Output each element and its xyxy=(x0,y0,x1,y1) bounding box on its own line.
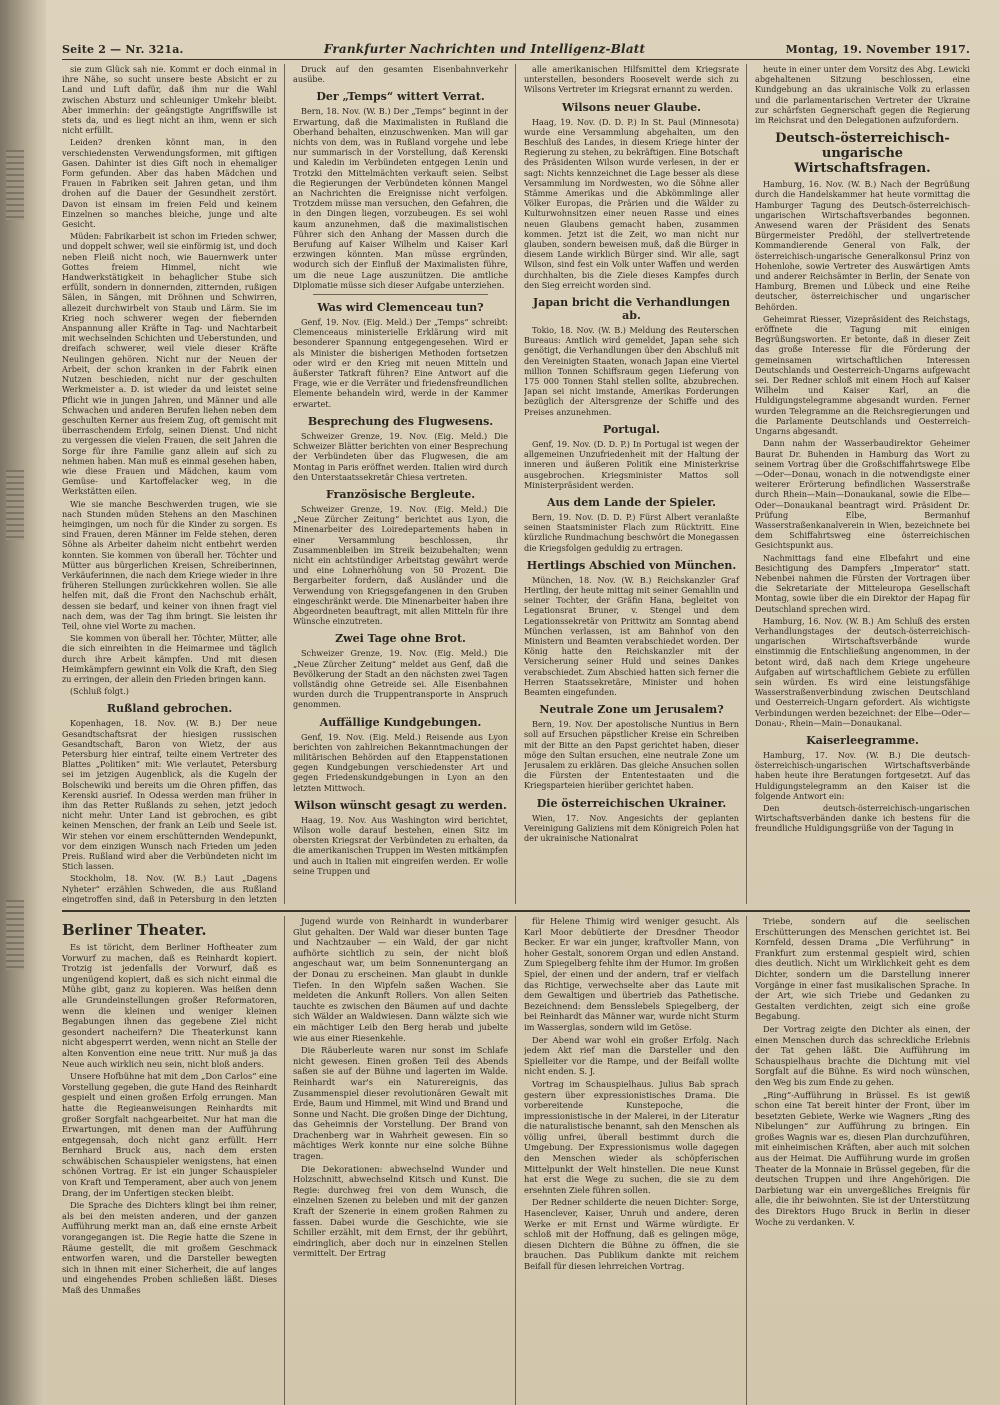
article-headline: Besprechung des Flugwesens. xyxy=(307,414,494,428)
binding-stub xyxy=(6,150,24,220)
article-paragraph: Haag, 19. Nov. (D. D. P.) In St. Paul (Minnesota) wurde eine Versammlung abgehalten, um den Beschluß des Landes, in diesem Kriege hinter der Regierung zu stehen, zu bekräftigen. Eine Botschaft des Präsidenten Wilson wurde verlesen, in der er sagt: Nichts kennzeichnet die Lage besser als diese Versammlung im Nordwesten, wo die Söhne aller Stämme Amerikas und die Abkömmlinge aller Völker Europas, die Prärien und die Wälder zu Kulturwohnsitzen einer neuen Rasse und eines neuen Glaubens gemacht haben, zusammen kommen. Jetzt ist die Zeit, wo man nicht nur glauben, sondern beweisen muß, daß die Bürger in diesem Lande wirklich Bürger sind. Wir alle, sagt Wilson, sind fest ein Volk unter Waffen und werden durchhalten, bis die Ziele dieses Kampfes durch den Sieg erreicht worden sind. xyxy=(524,116,740,290)
article-paragraph: Die Dekorationen: abwechselnd Wunder und Holzschnitt, abwechselnd Kitsch und Kunst. Die Regie: durchweg frei von dem Wunsch, die einzelnen Szenen zu beleben und mit der ganzen Kraft der Szenerie in einem großen Rahmen zu fassen. Dabei wurde die Geschichte, wie sie Schiller erzählt, mit dem Ernst, der ihr gebührt, eindringlich, aber doch nur in einzelnen Stellen vermittelt. Der Ertrag xyxy=(293,1163,508,1259)
article-paragraph: (Schluß folgt.) xyxy=(70,686,129,697)
article-paragraph: Leiden? drenken könnt man, in den verschiedensten Verwendungsformen, mit giftigen Gasen. Dahinter ist dies Gift noch in ehemaliger Form gefunden. Aber das haben Mädchen und Frauen in Fabriken seit Jahren getan, und ihm drohen auf die Dauer der Gesundheit zerstört. Davon ist einsam im freien Feld und keinem Einzelnen so manches bleiche, junge und alte Gesicht. xyxy=(62,137,277,230)
column-rule xyxy=(313,294,488,295)
article-headline: Neutrale Zone um Jerusalem? xyxy=(539,703,724,717)
article-paragraph: Der Abend war wohl ein großer Erfolg. Nach jedem Akt rief man die Darsteller und den Spielleiter vor die Rampe, und der Beifall wollte nicht enden. S. J. xyxy=(524,1034,739,1077)
article-headline: Wilson wünscht gesagt zu werden. xyxy=(294,798,507,812)
binding-stub xyxy=(6,900,24,970)
masthead xyxy=(62,42,970,60)
column-7 xyxy=(524,916,747,1405)
article-paragraph: Der Redner schilderte die neuen Dichter: Sorge, Hasenclever, Kaiser, Unruh und andere, deren Werke er mit Ernst und Wärme würdigte. Er schloß mit der Hoffnung, daß es gelingen möge, diesen Dichtern die Bühne zu öffnen, die sie brauchen. Das Publikum dankte mit reichem Beifall für diesen lehrreichen Vortrag. xyxy=(524,1197,739,1271)
feuilleton-headline: Berliner Theater. xyxy=(62,921,207,939)
issue-date: Montag, 19. November 1917. xyxy=(785,43,970,56)
page-number: Seite 2 — Nr. 321a. xyxy=(62,43,184,56)
article-headline: Wilsons neuer Glaube. xyxy=(562,100,701,114)
article-headline: Portugal. xyxy=(602,422,660,436)
article-paragraph: Nachmittags fand eine Elbefahrt und eine Besichtigung des Dampfers „Imperator“ statt. Nebenbei nahmen die Fürsten der Vortragen über die Sekretariate der Mitteleuropa Gesellschaft Montag, sowie über die ein Direktor der Hapag für Deutschland sprechen wird. xyxy=(755,552,970,614)
article-paragraph: Schweizer Grenze, 19. Nov. (Eig. Meld.) Die „Neue Zürcher Zeitung“ meldet aus Genf, daß die Bevölkerung der Stadt an den nächsten zwei Tagen vollständig ohne Getreide sei. Alle Eisenbahnen wurden durch die Truppentransporte in Anspruch genommen. xyxy=(293,648,508,710)
article-paragraph: München, 18. Nov. (W. B.) Reichskanzler Graf Hertling, der heute mittag mit seiner Gemahlin und seiner Tochter, der Gräfin Hana, begleitet von Legationsrat Bruner, v. Stengel und dem Legationssekretär von Prittwitz am Sonntag abend München verlassen, ist am Bahnhof von den Ministern und Beamten verabschiedet worden. Der König hatte den Reichskanzler mit der Versicherung seiner Huld und seines Dankes verabschiedet. Zum Abschied hatten sich ferner die Herren Staatssekretäre, Minister und hohen Beamten eingefunden. xyxy=(524,574,739,697)
article-paragraph: Die Sprache des Dichters klingt bei ihm reiner, als bei den meisten anderen, und der ganzen Aufführung merkt man an, daß eine ernste Arbeit vorangegangen ist. Die Regie hatte die Szene in Räume gestellt, die mit großem Geschmack entworfen waren, und die Darsteller bewegten sich in ihnen mit einer Sicherheit, die auf langes und eingehendes Proben schließen läßt. Dieses Maß des Unmaßes xyxy=(62,1200,277,1295)
article-paragraph: Es ist töricht, dem Berliner Hoftheater zum Vorwurf zu machen, daß es Reinhardt kopiert. Trotzig ist jedenfalls der Vorwurf, daß es ungenügend kopiert, daß es sich nicht einmal die Mühe gibt, ganz zu kopieren. Was heißen denn alle Grundeinstellungen großer Reformatoren, wenn die kleinen und weniger kleinen Begabungen ihnen das gegebene Ziel nicht gesondert nacheifern? Die Theaterkunst kann nicht abgesperrt werden, wenn nicht an Stelle der alten Konvention eine neue tritt. Nur muß ja das Neue auch wirklich neu sein, nicht bloß anders. xyxy=(62,942,277,1069)
article-headline: Was wird Clemenceau tun? xyxy=(317,301,484,315)
article-paragraph: Schweizer Grenze, 19. Nov. (Eig. Meld.) Die Schweizer Blätter berichten von einer Besprechung der Verbündeten über das Flugwesen, die am Montag in Paris eröffnet werden. Italien wird durch den Unterstaatssekretär Chiesa vertreten. xyxy=(293,430,508,482)
article-paragraph: Wie sie manche Beschwerden trugen, wie sie nach Stunden müden Stehens an den Maschinen heimgingen, um noch für die Kinder zu sorgen. Es sind Frauen, deren Männer im Felde stehen, deren Söhne als Arbeiter daheim nicht entbehrt werden konnten. Sie kommen von überall her. Töchter und Mütter aus bürgerlichen Kreisen, Schreiberinnen, Verkäuferinnen, die nach dem Kriege wieder in ihre früheren Stellungen zurückkehren wollen. Sie alle helfen mit, daß die Front den Nachschub erhält, dessen sie bedarf, und keiner von ihnen fragt viel nach dem, was der Tag ihm bringt. Sie leisten ihr Teil, ohne viel Worte zu machen. xyxy=(62,498,277,631)
article-paragraph: Haag, 19. Nov. Aus Washington wird berichtet, Wilson wolle darauf bestehen, einen Sitz im obersten Kriegsrat der Verbündeten zu erhalten, da die amerikanischen Truppen im Westen mitkämpfen und auch in Italien mit eingreifen werden. Er wolle seine Truppen und xyxy=(293,814,508,876)
article-paragraph: für Helene Thimig wird weniger gesucht. Als Karl Moor debütierte der Dresdner Theodor Becker. Er war ein junger, kraftvoller Mann, von hoher Gestalt, sonorem Organ und edlen Anstand. Zum Spiegelberg fehlte ihm der Humor. Im großen Spiel, der einen und der andern, traf er vielfach das Richtige, verwechselte aber das Laute mit dem Gewaltigen und übertrieb das Pathetische. Bezeichnend: dem Bensslebels Spiegelberg, der bei Reinhardt das Männer war, wurde nicht Sturm im Wasserglas, sondern wild im Getöse. xyxy=(524,916,739,1032)
article-paragraph: Bern, 19. Nov. Der apostolische Nuntius in Bern soll auf Ersuchen päpstlicher Kreise ein Schreiben mit der Bitte an den Papst gerichtet haben, dieser möge den Sultan ersuchen, eine neutrale Zone um Jerusalem zu erklären. Das gleiche Ansuchen sollen die Fürsten der Ententestaaten und die Kriegsparteien hierüber gerichtet haben. xyxy=(524,719,739,791)
article-paragraph: Hamburg, 17. Nov. (W. B.) Die deutsch-österreichisch-ungarischen Wirtschaftsverbände haben heute ihre Beratungen fortgesetzt. Auf das Huldigungstelegramm an den Kaiser ist die folgende Antwort ein: xyxy=(755,749,970,801)
article-headline: Französische Bergleute. xyxy=(325,487,476,501)
binding-stub xyxy=(6,470,24,540)
paper-name: Frankfurter Nachrichten und Intelligenz-Blatt xyxy=(323,42,646,56)
article-paragraph: Genf, 19. Nov. (Eig. Meld.) Der „Temps“ schreibt: Clemenceaus ministerielle Erklärung wird mit besonderer Spannung entgegengesehen. Wird er als Minister die bisherigen Methoden fortsetzen oder wird er den Krieg mit neuen Mitteln und äußerster Tatkraft führen? Eine Antwort auf die Frage, wie er die Verräter und friedensfreundlichen Elemente behandeln wird, werde in der Kammer erwartet. xyxy=(293,317,508,409)
article-headline: Aus dem Lande der Spieler. xyxy=(546,495,716,509)
article-paragraph: Triebe, sondern auf die seelischen Erschütterungen des Menschen gerichtet ist. Bei Kornfeld, dessen Drama „Die Verführung“ in Frankfurt zum erstenmal gespielt wird, schien dies deutlich. Nicht um Wirklichkeit geht es dem Dichter, sondern um die Darstellung innerer Vorgänge in einer fast musikalischen Sprache. In der Art, wie sich Triebe und Gedanken zu Gestalten verdichten, zeigt sich eine große Begabung. xyxy=(755,916,970,1022)
article-paragraph: „Ring“-Aufführung in Brüssel. Es ist gewiß schon eine Tat bereit hinter der Front, über im besetzten Gebiete, Werke wie Wagners „Ring des Nibelungen“ zur Aufführung zu bringen. Ein großes Wagnis war es, diesen Plan durchzuführen, mit einheimischen Kräften, aber auch mit solchen aus der Heimat. Die Aufführung wurde im großen Theater de la Monnaie in Brüssel gegeben, für die deutschen Truppen und ihre Angehörigen. Die Darbietung war ein unvergeßliches Ereignis für alle, die ihr beiwohnten. Sie ist der Unterstützung des Direktors Hugo Bruck in Berlin in dieser Woche zu verdanken. V. xyxy=(755,1089,970,1227)
column-3 xyxy=(524,64,747,904)
column-5 xyxy=(62,916,285,1405)
article-headline: Zwei Tage ohne Brot. xyxy=(335,632,466,646)
column-2 xyxy=(293,64,516,904)
article-paragraph: alle amerikanischen Hilfsmittel dem Kriegsrate unterstellen, besonders Roosevelt werde sich zu Wilsons Vertreter im Kriegsrat ernannt zu werden. xyxy=(524,64,739,95)
article-paragraph: Die Räuberleute waren nur sonst im Schlafe nicht gewesen. Einen großen Teil des Abends saßen sie auf der Bühne und lagerten im Walde. Reinhardt war's ein Naturereignis, das Zusammenspiel dieser revolutionären Gewalt mit Erde, Baum und Himmel, mit Wind und Brand und Sonne und Nacht. Die großen Dinge der Dichtung, das Geheimnis der Vorstellung. Der Brand von Drachenberg war in Wahrheit gewesen. Ein so mächtiges Werk konnte nur eine solche Bühne tragen. xyxy=(293,1045,508,1162)
article-headline: Kaiserleegramme. xyxy=(806,733,919,747)
feuilleton-columns xyxy=(62,916,970,1405)
article-headline: Der „Temps“ wittert Verrat. xyxy=(316,90,485,104)
column-4 xyxy=(755,64,970,904)
article-headline: Die österreichischen Ukrainer. xyxy=(536,796,727,810)
article-paragraph: Hamburg, 16. Nov. (W. B.) Am Schluß des ersten Verhandlungstages der deutsch-österreichisch-ungarischen Wirtschaftsverbände wurde einstimmig die Entschließung angenommen, in der betont wird, daß nach dem Kriege ungeheure Aufgaben auf wirtschaftlichem Gebiete zu erfüllen sein würden. Es wird eine leistungsfähige Wasserstraßenverbindung zwischen Deutschland und Oesterreich-Ungarn gefordert. Als wichtigste Verbindungen werden bezeichnet: der Elbe—Oder—Donau-, Rhein—Main—Donaukanal. xyxy=(755,615,970,728)
upper-columns xyxy=(62,64,970,904)
column-6 xyxy=(293,916,516,1405)
article-paragraph: Tokio, 18. Nov. (W. B.) Meldung des Reuterschen Bureaus: Amtlich wird gemeldet, Japan sehe sich genötigt, die Verhandlungen über den Abschluß mit den Vereinigten Staaten, wonach Japan eine Viertel million Tonnen Schiffsraum gegen Lieferung von 175 000 Tonnen Stahl stellen sollte, abzubrechen. Japan sei nicht imstande, Amerikas Forderungen bezüglich der Altersgrenze der Schiffe und des Preises anzunehmen. xyxy=(524,325,739,417)
article-paragraph: Bern, 18. Nov. (W. B.) Der „Temps“ beginnt in der Erwartung, daß die Maximalisten in Rußland die Oberhand behalten, einzuschwenken. Man will gar nichts von dem, was in Rußland vorgehe und lebe nur summarisch in der Vorstellung, daß Kerenski und Kaledin im Verbündeten entgegen Lenin und Trotzki den Mittelmächten verkauft seien. Selbst die Regierungen der Verbündeten können Mangel an Nachrichten die Ereignisse nicht verfolgen. Trotzdem müsse man versuchen, den Gefahren, die in den Dingen liegen, vorzubeugen. Es sei wohl kaum anzunehmen, daß die maximalistischen Führer sich den Anhang der Massen durch die Berufung auf Kaiser Wilhelm und Kaiser Karl erzwingen könnten. Man müsse ergründen, wodurch sich der Einfluß der Maximalisten führe, um die neue Lage auszunützen. Die amtliche Diplomatie müsse sich dieser Aufgabe unterziehen. xyxy=(293,106,508,290)
page-binding-edge xyxy=(0,0,46,1405)
section-divider xyxy=(62,910,970,912)
article-headline: Rußland gebrochen. xyxy=(106,702,233,716)
article-paragraph: Dann nahm der Wasserbaudirektor Geheimer Baurat Dr. Buhenden in Hamburg das Wort zu seinem Vortrag über die Großschiffahrtswege Elbe—Oder—Donau, wonach in die notwendigste einer weiterer Erörterung befindlichen Wasserstraße durch Rhein—Main—Donaukanal, sowie die Elbe—Oder—Donaukanal beantragt wird. Präsident Dr. Prüfung Elbe, Bermanhuf Wasserstraßenkanalverein in Wien, bezeichnete bei dem Schiffahrtsweg eine österreichischen Gesichtspunkt aus. xyxy=(755,438,970,551)
article-paragraph: Jugend wurde von Reinhardt in wunderbarer Glut gehalten. Der Wald war dieser bunten Tage und Nachtzauber — ein Wald, der gar nicht aufhörte sichtlich zu sein, der nicht bloß angeschaut war, um beim Sonnenuntergang an der Donau zu erscheinen. Man glaubt in dunkle Tiefen. In den Wipfeln saßen Wachen. Sie meldeten die Ankunft Rollers. Von allen Seiten tauchte es zwischen den Bäumen auf und dachte sich Wälder an Waldwiesen. Dann wälzte sich wie ein mächtiger Leib den Berg herab und jubelte wie aus einer Riesenkehle. xyxy=(293,916,508,1043)
article-paragraph: Kopenhagen, 18. Nov. (W. B.) Der neue Gesandtschaftsrat der hiesigen russischen Gesandtschaft, Baron von Wietz, der aus Petersburg hier eintraf, teilte einem Vertreter des Blattes „Politiken“ mit: Wie verlautet, Petersburg sei im jetzigen Augenblick, als die Kugeln der Bolschewiki und bereits um die Ohren pfiffen, das Kerenski ausrief. In Odessa werden man früher in ihm das Retter Rußlands zu sehen, jetzt jedoch nicht mehr. Unter Land ist gebrochen, es gibt keinen Menschen, der frank an Leib und Seele ist. Wir stehen vor einem erschütternden Wendepunkt, vor dem einzigen Wunsch nach Frieden um jeden Preis. Rußland wird aber die Verbündeten nicht im Stich lassen. xyxy=(62,718,277,872)
section-headline: Deutsch-österreichisch-ungarische Wirtschaftsfragen. xyxy=(775,131,950,177)
article-paragraph: Müden: Fabrikarbeit ist schon im Frieden schwer, und doppelt schwer, weil sie einförmig ist, und doch neben Fleiß nicht noch, wie Bauernwerk unter Gottes freiem Himmel, nicht wie Handwerkstätigkeit in behaglicher Stube sich erfüllt, sondern in donnernden, zitternden, rußigen Sälen, in Sängen, mit Dröhnen und Schwirren, allezeit durchwirbelt von Staub und Lärm. Sie im Krieg noch schwerer wegen der fiebernden Anspannung aller Kräfte in Tag- und Nachtarbeit mit wechselnden Schichten und Ueberstunden, und dreifach schwerer, weil viele dieser Kräfte Neulingen gehören. Nicht nur der Neuen der Arbeit, der schon kranken in der Fabrik einen Nutzen beschieden, nicht nur der geschulten Werkmeister a. D. ist wieder da und leistet seine Pflicht wie in jungen Jahren, und Männer und alle Schwachen und anderen Berufen liehen neben dem geschulten Kerner aus freiem Zug, oft gemischt mit überraschendem Erfolg, seinen Dienst. Und nicht zu vergessen die vielen Frauen, die seit Jahren die Sorge für ihre Familie ganz allein auf sich zu nehmen haben. Man muß es einmal gesehen haben, wie diese Frauen und Mädchen, kaum vom Gemüse- und Kartoffelacker weg, in die Werkstätten eilen. xyxy=(62,231,277,497)
article-paragraph: Genf, 19. Nov. (Eig. Meld.) Reisende aus Lyon berichten von zahlreichen Bekanntmachungen der militärischen Behörden auf den Etappenstationen gegen Kundgebungen verschiedenster Art und gegen Friedenskundgebungen in Lyon an den letzten Mittwoch. xyxy=(293,731,508,793)
article-paragraph: Hamburg, 16. Nov. (W. B.) Nach der Begrüßung durch die Handelskammer hat heute vormittag die Hamburger Tagung des Deutsch-österreichisch-ungarischen Wirtschaftsverbandes begonnen. Anwesend waren der Präsident des Senats Bürgermeister Predöhl, der stellvertretende Kommandierende General von Falk, der österreichisch-ungarische Generalkonsul Prinz von Hohenlohe, sowie Vertreter des Auswärtigen Amts und anderer Reichsämter in Berlin, der Senate von Hamburg, Bremen und Lübeck und eine Reihe deutscher, österreichischer und ungarischer Behörden. xyxy=(755,179,970,312)
article-paragraph: Schweizer Grenze, 19. Nov. (Eig. Meld.) Die „Neue Zürcher Zeitung“ berichtet aus Lyon, die Minenarbeiter des Loiredepartements haben in einer Versammlung beschlossen, ihr Zusammenbleiben im Streik beizubehalten; wenn nicht ein achtstündiger Arbeitstag gewährt werde und eine Lohnerhöhung von 50 Prozent. Die Bergarbeiter fordern, daß Ausländer und die Verwendung von Kriegsgefangenen in den Gruben eingeschränkt werde. Die Minenarbeiter haben ihre Abgeordneten beauftragt, mit allen Mitteln für ihre Wünsche einzutreten. xyxy=(293,503,508,627)
article-headline: Hertlings Abschied von München. xyxy=(526,558,737,572)
article-paragraph: Den deutsch-österreichisch-ungarischen Wirtschaftsverbänden danke ich bestens für die freundliche Huldigungsgrüße von der Tagung in xyxy=(755,803,970,834)
article-paragraph: sie zum Glück sah nie. Kommt er doch einmal in ihre Nähe, so sucht unsere beste Absicht er zu Land und Luft dafür, daß ihm nur die Wahl zwischen Absturz und schleuniger Umkehr bleibt. Aber immerhin: der geängstigte Angriffswille ist stets da, und es liegt nicht an ihm, wenn er sich nicht erfüllt. xyxy=(62,64,277,136)
article-paragraph: Der Vortrag zeigte den Dichter als einen, der einen Menschen durch das schreckliche Erlebnis der Tat gehen läßt. Die Aufführung im Schauspielhaus brachte die Dichtung mit viel Sorgfalt auf die Bühne. Es wird noch wünschen, den Weg bis zum Ende zu gehen. xyxy=(755,1023,970,1087)
column-1 xyxy=(62,64,285,904)
article-headline: Auffällige Kundgebungen. xyxy=(319,715,482,729)
article-headline: Japan bricht die Verhandlungen ab. xyxy=(533,296,730,323)
article-paragraph: heute in einer unter dem Vorsitz des Abg. Lewicki abgehaltenen Sitzung beschlossen, eine Kundgebung an das ukrainische Volk zu erlassen und die parlamentarischen Vertreter der Ukraine zur schärfsten Gegnerschaft gegen die Regierung im Reichsrat und den Delegationen aufzufordern. xyxy=(755,64,970,126)
article-paragraph: Druck auf den gesamten Eisenbahnverkehr ausübe. xyxy=(293,64,508,85)
article-paragraph: Unsere Hofbühne hat mit dem „Don Carlos“ eine Vorstellung gegeben, die gute Hand des Reinhardt gespielt und einen großen Erfolg errungen. Man hatte die Regieanweisungen Reinhardts mit großer Sorgfalt nachgearbeitet. Nur hat man die Erwartungen, mit denen man der Aufführung entgegensah, doch nicht ganz erfüllt. Herr Bernhard Bruck aus, nach dem ersten schwäbischen Schauspieler wenigstens, hat einen schönen Vortrag. Er ist ein junger Schauspieler von Kraft und Temperament, aber auch von jenem Drang, der im Unfertigen stecken bleibt. xyxy=(62,1071,277,1198)
article-paragraph: Genf, 19. Nov. (D. D. P.) In Portugal ist wegen der allgemeinen Unzufriedenheit mit der Haltung der inneren und äußeren Politik eine Ministerkrise ausgebrochen. Kriegsminister Mattos soll Ministerpräsident werden. xyxy=(524,438,739,490)
article-paragraph: Stockholm, 18. Nov. (W. B.) Laut „Dagens Nyheter“ erzählen Schweden, die aus Rußland eingetroffen sind, daß in Petersburg in den letzten xyxy=(62,873,277,904)
article-paragraph: Sie kommen von überall her. Töchter, Mütter, alle die sich einreihten in die Heimarmee und täglich durch ihre Arbeit kämpfen. Und mit diesen Heimkämpfern gewinnt ein Volk die Kraft, den Sieg zu erringen, der allein den Frieden bringen kann. xyxy=(62,633,277,684)
column-8 xyxy=(755,916,970,1405)
article-paragraph: Geheimrat Riesser, Vizepräsident des Reichstags, eröffnete die Tagung mit einigen Begrüßungsworten. Er betonte, daß in dieser Zeit das große Interesse für die Förderung der gemeinsamen wirtschaftlichen Interessen Deutschlands und Oesterreich-Ungarns aufgewacht sei. Der Redner schloß mit einem Hoch auf Kaiser Wilhelm und Kaiser Karl, an die Huldigungstelegramme abgesandt wurden. Ferner wurden Telegramme an die Reichsregierungen und die Parlamente Deutschlands und Oesterreich-Ungarns abgesandt. xyxy=(755,313,970,437)
article-paragraph: Bern, 19. Nov. (D. D. P.) Fürst Albert veranlaßte seinen Staatsminister Flach zum Rücktritt. Eine kürzliche Rundmachung beschwört die Monegassen die Kriegsfolgen geduldig zu ertragen. xyxy=(524,511,739,553)
article-paragraph: Vortrag im Schauspielhaus. Julius Bab sprach gestern über expressionistisches Drama. Die vorbereitende Kunstepoche, die impressionistische in der Malerei, in der Literatur die naturalistische benannt, sah den Menschen als völlig unfrei, überall bestimmt durch die Umgebung. Der Expressionismus wolle dagegen den Menschen wieder als schöpferischen Mittelpunkt der Welt hinstellen. Die neue Kunst hat erst die Wege zu suchen, die sie zu dem ersehnten Ziele führen sollen. xyxy=(524,1078,739,1195)
article-paragraph: Wien, 17. Nov. Angesichts der geplanten Vereinigung Galiziens mit dem Königreich Polen hat der ukrainische Nationalrat xyxy=(524,812,739,843)
